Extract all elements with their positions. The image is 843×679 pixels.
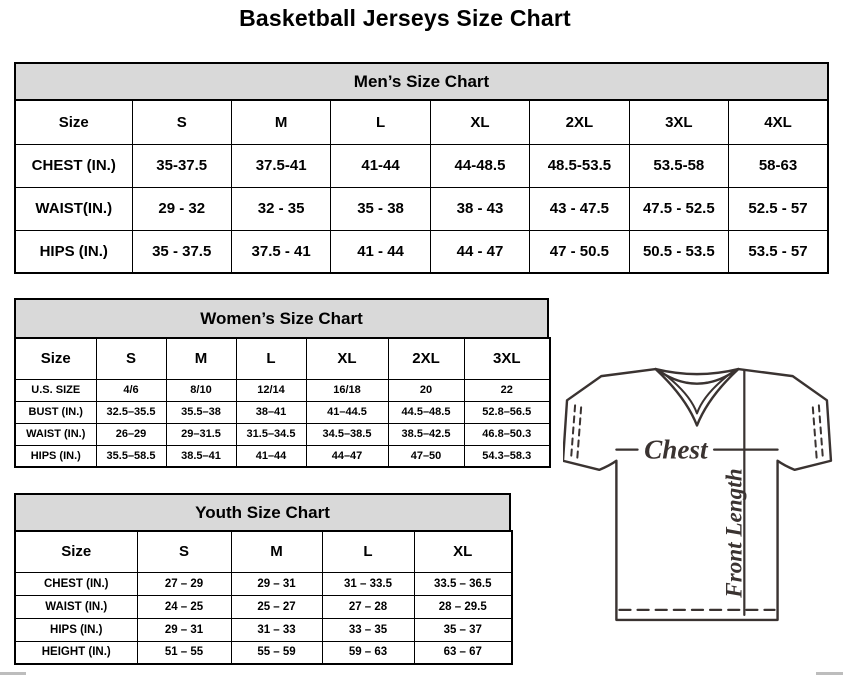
size-value-cell: 16/18 — [306, 379, 388, 401]
size-corner-header: Size — [15, 338, 96, 379]
page-title: Basketball Jerseys Size Chart — [239, 5, 571, 31]
size-column-header: XL — [414, 531, 512, 572]
size-value-cell: 44-48.5 — [430, 144, 529, 187]
measurement-row-label: BUST (IN.) — [15, 401, 96, 423]
size-value-cell: 55 – 59 — [231, 641, 322, 664]
measurement-row-label: HIPS (IN.) — [15, 230, 132, 273]
size-value-cell: 20 — [388, 379, 464, 401]
right-sleeve-dash-2 — [813, 407, 817, 460]
table-row — [15, 423, 550, 445]
table-row — [15, 595, 512, 618]
mens-size-chart-section — [14, 62, 829, 274]
size-column-header: 3XL — [629, 100, 728, 144]
size-value-cell: 34.5–38.5 — [306, 423, 388, 445]
size-value-cell: 27 – 29 — [137, 572, 231, 595]
size-value-cell: 53.5-58 — [629, 144, 728, 187]
size-value-cell: 35 - 37.5 — [132, 230, 231, 273]
size-value-cell: 25 – 27 — [231, 595, 322, 618]
size-value-cell: 35.5–38 — [166, 401, 236, 423]
size-value-cell: 44 - 47 — [430, 230, 529, 273]
youth-size-chart-section — [14, 493, 513, 665]
size-corner-header: Size — [15, 100, 132, 144]
youth-chart-title-band — [14, 493, 511, 530]
table-row — [15, 187, 828, 230]
left-sleeve-dash-1 — [571, 405, 575, 458]
womens-chart-title-band — [14, 298, 549, 337]
left-sleeve-dash-2 — [577, 407, 581, 460]
size-value-cell: 53.5 - 57 — [729, 230, 828, 273]
size-column-header: L — [236, 338, 306, 379]
size-value-cell: 33 – 35 — [322, 618, 414, 641]
measurement-row-label: CHEST (IN.) — [15, 572, 137, 595]
size-value-cell: 29–31.5 — [166, 423, 236, 445]
front-length-label: Front Length — [721, 468, 748, 598]
size-value-cell: 32 - 35 — [231, 187, 330, 230]
size-column-header: 2XL — [388, 338, 464, 379]
mens-chart-title: Men’s Size Chart — [353, 71, 490, 91]
size-value-cell: 24 – 25 — [137, 595, 231, 618]
size-value-cell: 8/10 — [166, 379, 236, 401]
size-column-header: L — [331, 100, 430, 144]
size-column-header: L — [322, 531, 414, 572]
table-row — [15, 379, 550, 401]
womens-size-table — [14, 337, 551, 468]
size-value-cell: 51 – 55 — [137, 641, 231, 664]
size-corner-header: Size — [15, 531, 137, 572]
size-column-header: 3XL — [464, 338, 550, 379]
measurement-row-label: WAIST(IN.) — [15, 187, 132, 230]
size-column-header: M — [231, 100, 330, 144]
size-value-cell: 47–50 — [388, 445, 464, 467]
size-column-header: M — [166, 338, 236, 379]
size-value-cell: 31.5–34.5 — [236, 423, 306, 445]
table-row — [15, 618, 512, 641]
youth-chart-title: Youth Size Chart — [195, 502, 330, 522]
size-value-cell: 35 - 38 — [331, 187, 430, 230]
size-column-header: M — [231, 531, 322, 572]
jersey-outline — [563, 369, 831, 620]
size-value-cell: 46.8–50.3 — [464, 423, 550, 445]
size-value-cell: 63 – 67 — [414, 641, 512, 664]
size-value-cell: 47.5 - 52.5 — [629, 187, 728, 230]
mens-chart-title-band — [14, 62, 829, 99]
size-value-cell: 27 – 28 — [322, 595, 414, 618]
size-value-cell: 32.5–35.5 — [96, 401, 166, 423]
size-column-header: S — [96, 338, 166, 379]
size-column-header: 2XL — [530, 100, 629, 144]
size-value-cell: 37.5 - 41 — [231, 230, 330, 273]
size-value-cell: 43 - 47.5 — [530, 187, 629, 230]
size-value-cell: 59 – 63 — [322, 641, 414, 664]
size-value-cell: 41–44 — [236, 445, 306, 467]
size-header-row — [15, 531, 512, 572]
size-value-cell: 29 – 31 — [231, 572, 322, 595]
size-value-cell: 4/6 — [96, 379, 166, 401]
size-column-header: 4XL — [729, 100, 828, 144]
size-value-cell: 35-37.5 — [132, 144, 231, 187]
size-value-cell: 52.8–56.5 — [464, 401, 550, 423]
size-value-cell: 38–41 — [236, 401, 306, 423]
size-column-header: S — [132, 100, 231, 144]
chest-label: Chest — [644, 434, 708, 465]
horizontal-scrollbar-fragment-left[interactable] — [0, 672, 26, 675]
measurement-row-label: WAIST (IN.) — [15, 423, 96, 445]
table-row — [15, 445, 550, 467]
horizontal-scrollbar-fragment-right[interactable] — [816, 672, 843, 675]
table-row — [15, 641, 512, 664]
size-value-cell: 37.5-41 — [231, 144, 330, 187]
size-value-cell: 33.5 – 36.5 — [414, 572, 512, 595]
table-row — [15, 144, 828, 187]
size-value-cell: 31 – 33 — [231, 618, 322, 641]
size-column-header: XL — [306, 338, 388, 379]
measurement-row-label: WAIST (IN.) — [15, 595, 137, 618]
table-row — [15, 572, 512, 595]
size-column-header: XL — [430, 100, 529, 144]
measurement-row-label: U.S. SIZE — [15, 379, 96, 401]
size-value-cell: 44.5–48.5 — [388, 401, 464, 423]
size-header-row — [15, 100, 828, 144]
size-value-cell: 48.5-53.5 — [530, 144, 629, 187]
size-header-row — [15, 338, 550, 379]
table-row — [15, 401, 550, 423]
size-value-cell: 41 - 44 — [331, 230, 430, 273]
measurement-row-label: CHEST (IN.) — [15, 144, 132, 187]
measurement-row-label: HIPS (IN.) — [15, 618, 137, 641]
size-value-cell: 29 - 32 — [132, 187, 231, 230]
size-column-header: S — [137, 531, 231, 572]
size-value-cell: 38 - 43 — [430, 187, 529, 230]
size-value-cell: 31 – 33.5 — [322, 572, 414, 595]
measurement-row-label: HEIGHT (IN.) — [15, 641, 137, 664]
size-value-cell: 41–44.5 — [306, 401, 388, 423]
jersey-diagram — [563, 363, 837, 627]
size-value-cell: 58-63 — [729, 144, 828, 187]
size-value-cell: 29 – 31 — [137, 618, 231, 641]
womens-size-chart-section — [14, 298, 551, 468]
table-row — [15, 230, 828, 273]
size-value-cell: 47 - 50.5 — [530, 230, 629, 273]
size-value-cell: 44–47 — [306, 445, 388, 467]
measurement-row-label: HIPS (IN.) — [15, 445, 96, 467]
size-value-cell: 26–29 — [96, 423, 166, 445]
size-value-cell: 54.3–58.3 — [464, 445, 550, 467]
youth-size-table — [14, 530, 513, 665]
right-sleeve-dash-1 — [819, 405, 823, 458]
mens-size-table — [14, 99, 829, 274]
size-value-cell: 12/14 — [236, 379, 306, 401]
womens-chart-title: Women’s Size Chart — [200, 308, 363, 328]
size-value-cell: 52.5 - 57 — [729, 187, 828, 230]
size-value-cell: 38.5–42.5 — [388, 423, 464, 445]
size-value-cell: 28 – 29.5 — [414, 595, 512, 618]
size-value-cell: 50.5 - 53.5 — [629, 230, 728, 273]
size-value-cell: 41-44 — [331, 144, 430, 187]
collar-arc-outer — [656, 369, 739, 374]
size-value-cell: 22 — [464, 379, 550, 401]
size-value-cell: 35 – 37 — [414, 618, 512, 641]
size-value-cell: 35.5–58.5 — [96, 445, 166, 467]
size-value-cell: 38.5–41 — [166, 445, 236, 467]
